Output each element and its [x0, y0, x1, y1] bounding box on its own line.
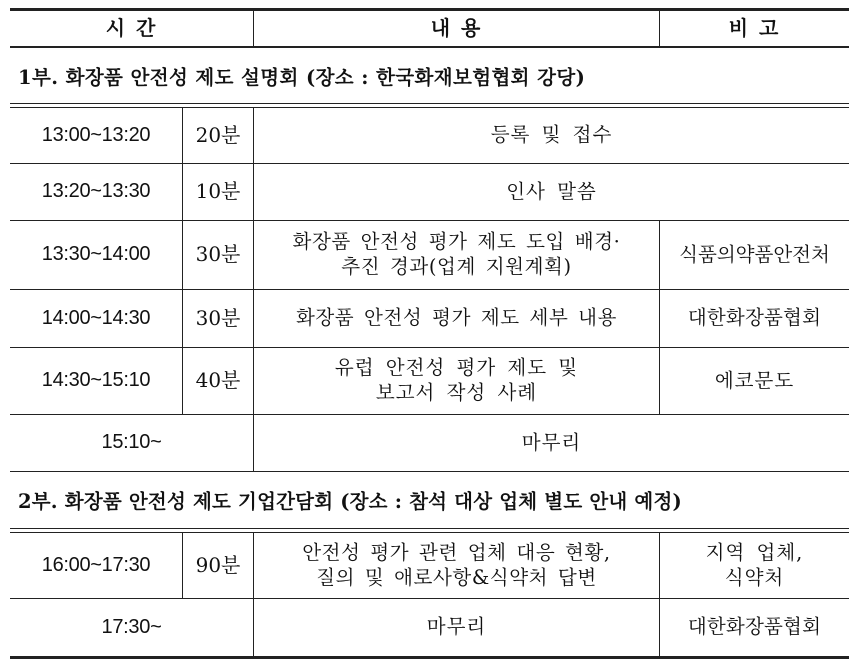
row-content: 화장품 안전성 평가 제도 세부 내용	[295, 306, 618, 330]
header-content: 내 용	[430, 15, 483, 40]
row-duration: 90분	[195, 552, 241, 577]
header-time: 시 간	[105, 15, 158, 40]
header-note: 비 고	[728, 15, 781, 40]
row-time: 17:30~	[101, 615, 162, 638]
part1-title: 1부. 화장품 안전성 제도 설명회 (장소 : 한국화재보험협회 강당)	[18, 65, 586, 89]
row-content: 마무리	[426, 615, 487, 639]
row-content: 인사 말씀	[506, 179, 597, 203]
row-duration: 30분	[195, 242, 241, 267]
row-content: 안전성 평가 관련 업체 대응 현황, 질의 및 애로사항&식약처 답변	[302, 540, 611, 589]
row-content: 등록 및 접수	[490, 123, 613, 147]
row-content: 유럽 안전성 평가 제도 및 보고서 작성 사례	[334, 356, 579, 404]
row-time: 14:30~15:10	[41, 369, 151, 392]
row-content: 화장품 안전성 평가 제도 도입 배경· 추진 경과(업계 지원계획)	[292, 230, 621, 278]
row-duration: 10분	[195, 179, 241, 204]
row-time: 15:10~	[101, 431, 162, 454]
part2-title: 2부. 화장품 안전성 제도 기업간담회 (장소 : 참석 대상 업체 별도 안내 예정)	[18, 490, 682, 513]
row-time: 13:20~13:30	[41, 180, 151, 203]
row-duration: 30분	[195, 305, 241, 330]
row-time: 13:00~13:20	[41, 123, 151, 146]
row-note: 지역 업체, 식약처	[705, 540, 804, 589]
row-note: 식품의약품안전처	[679, 242, 830, 266]
row-note: 대한화장품협회	[687, 306, 822, 330]
row-time: 13:30~14:00	[41, 243, 151, 266]
row-note: 에코문도	[714, 368, 795, 392]
row-content: 마무리	[521, 430, 582, 454]
row-time: 14:00~14:30	[41, 306, 151, 329]
table-bottom-border	[10, 656, 849, 659]
divider	[10, 528, 849, 529]
divider	[10, 103, 849, 104]
row-time: 16:00~17:30	[41, 553, 151, 576]
row-note: 대한화장품협회	[687, 615, 822, 639]
row-duration: 20분	[195, 122, 241, 147]
row-duration: 40분	[195, 368, 241, 393]
